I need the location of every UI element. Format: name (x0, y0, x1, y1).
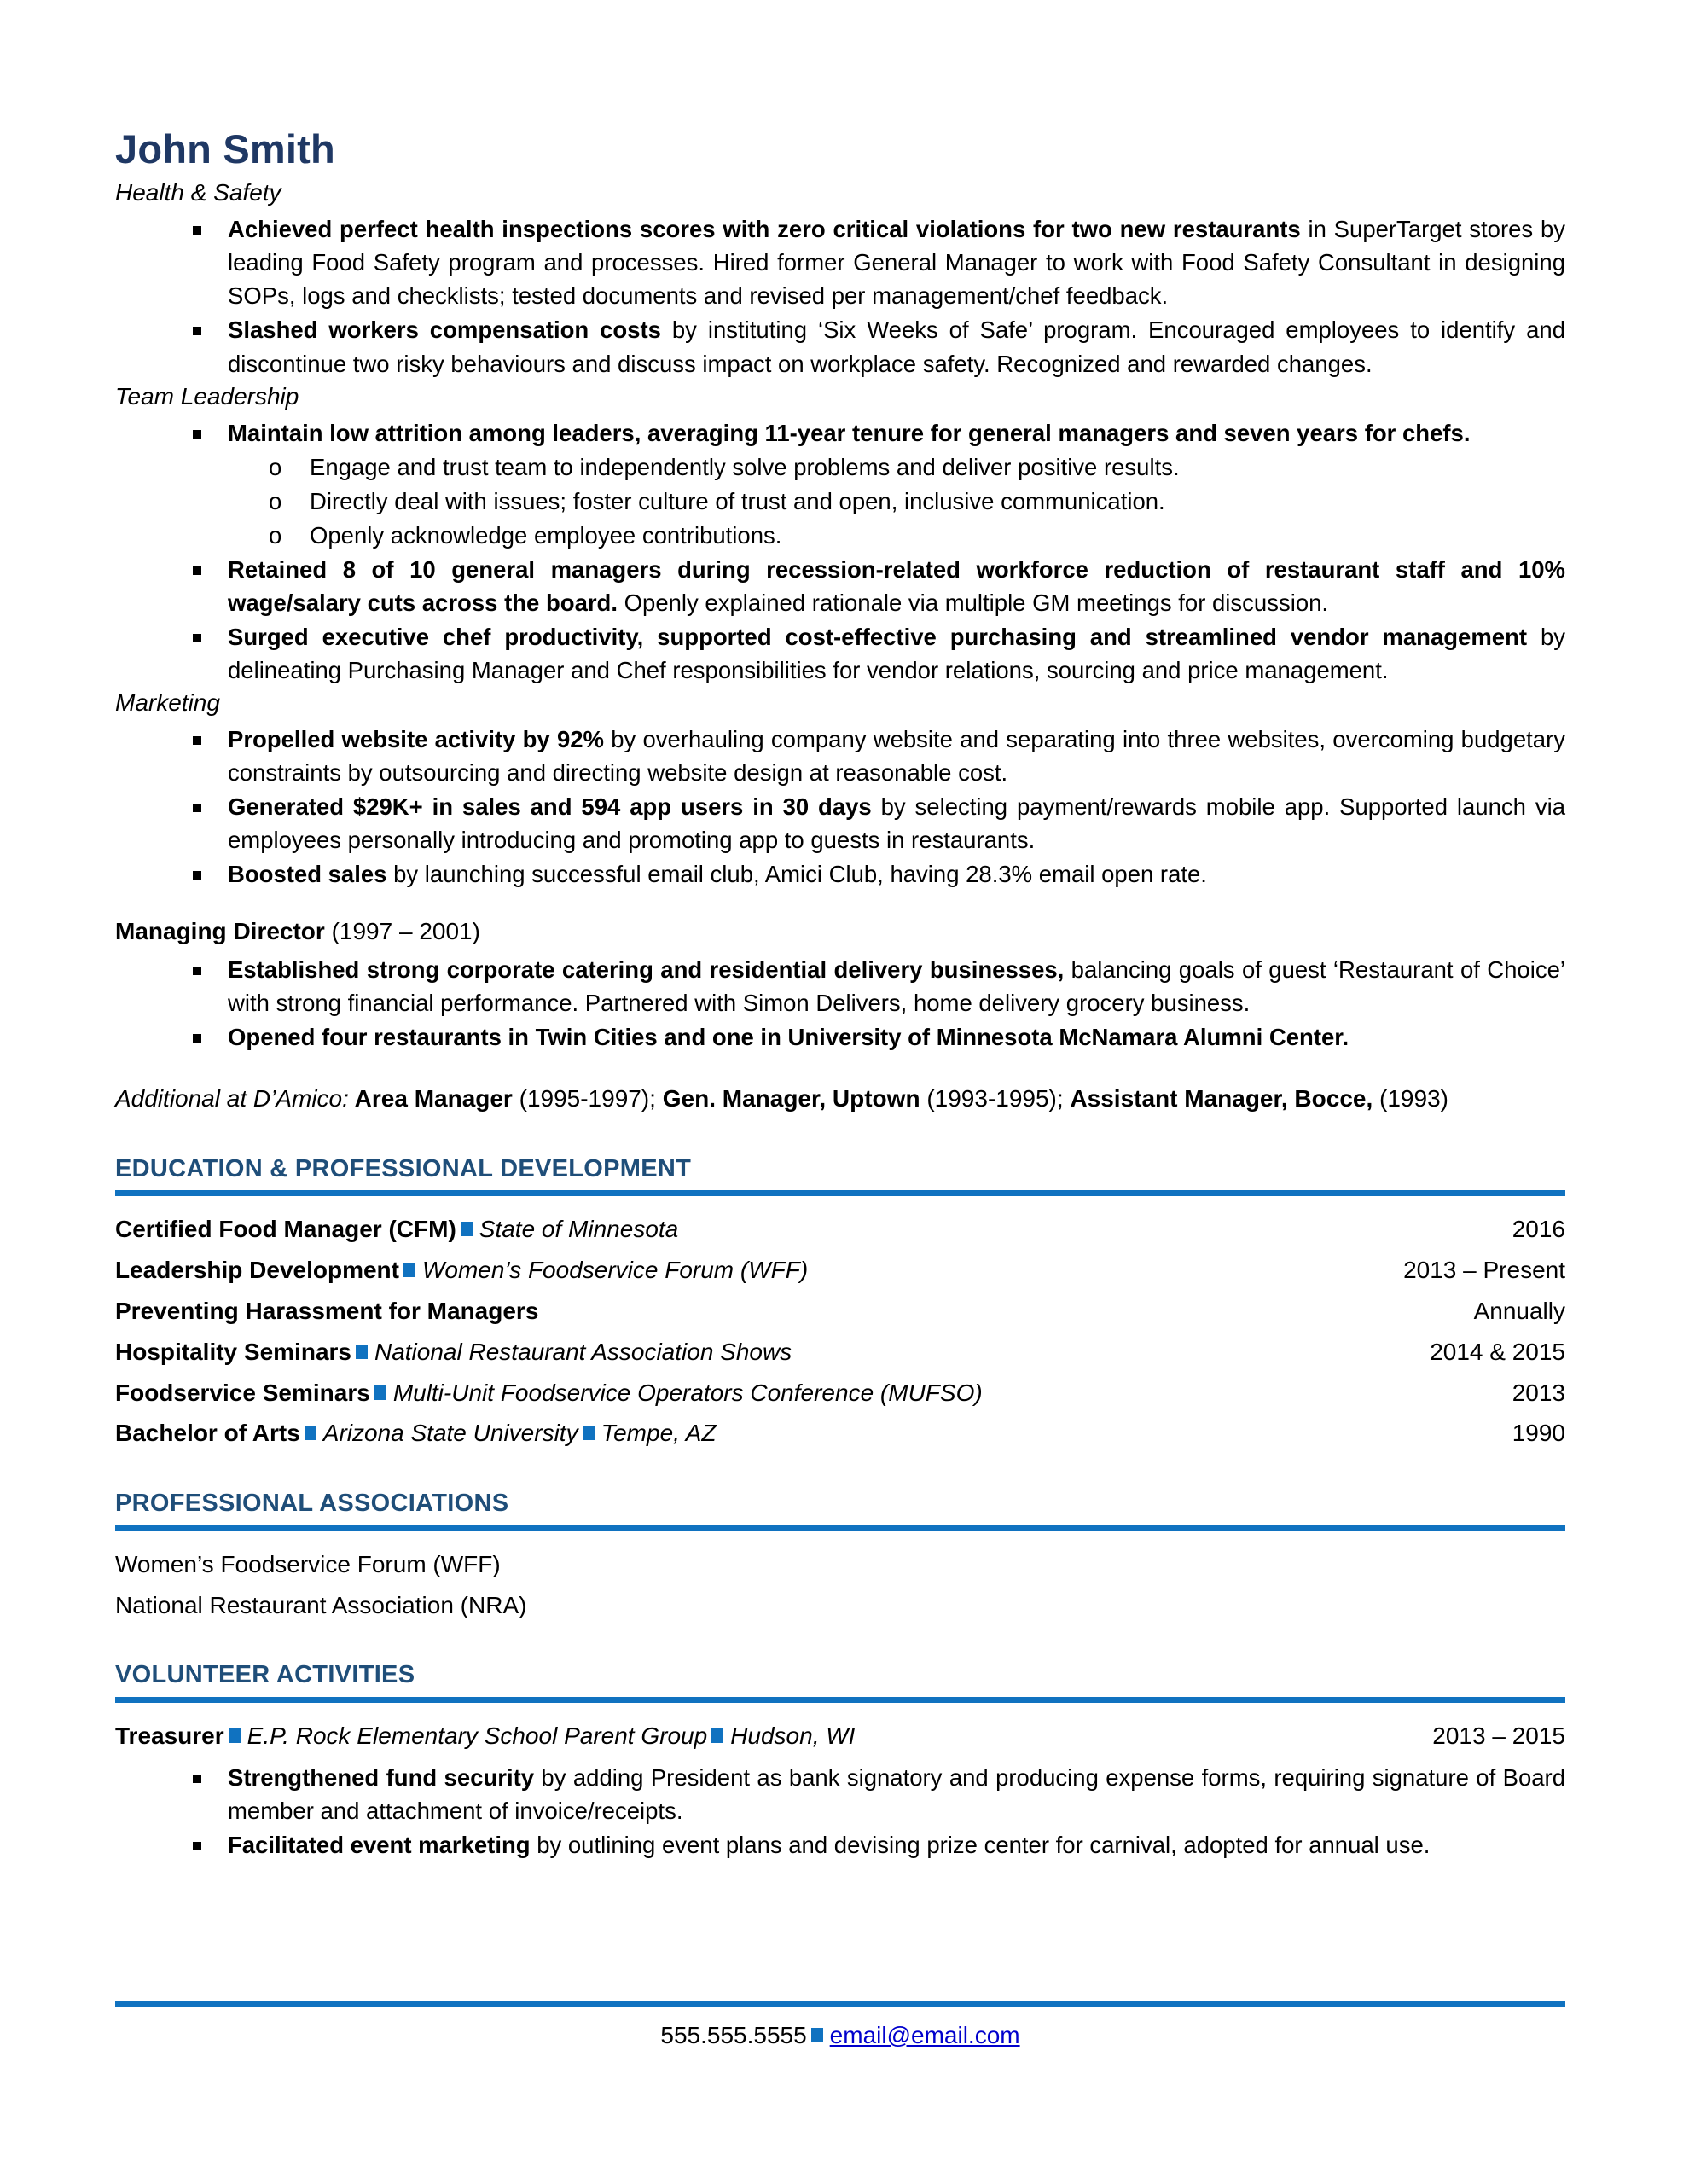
additional-lead-text: Additional at D’Amico: (115, 1084, 349, 1112)
education-title: Foodservice Seminars (115, 1379, 370, 1406)
section-heading-education: EDUCATION & PROFESSIONAL DEVELOPMENT (115, 1154, 692, 1182)
bullet-rest-text: by delineating Purchasing Manager and Chef responsibilities for vendor relations, sourcing and price management. (228, 623, 1565, 683)
education-date: 2016 (1512, 1216, 1565, 1243)
education-row (115, 1295, 1565, 1327)
education-detail-location: Tempe, AZ (601, 1420, 717, 1447)
additional-dates-3: (1993) (1373, 1084, 1448, 1112)
bullet-bold-text: Facilitated event marketing (228, 1832, 531, 1859)
education-date: 2013 – Present (1403, 1257, 1565, 1284)
education-detail: Multi-Unit Foodservice Operators Conference (MUFSO) (392, 1379, 983, 1406)
education-title: Leadership Development (115, 1257, 399, 1284)
list-item (169, 553, 1565, 619)
education-row (115, 1377, 1565, 1409)
bullet-bold-text: Opened four restaurants in Twin Cities and one in University of Minnesota McNamara Alumni Center. (228, 1023, 1349, 1050)
list-item (169, 857, 1565, 891)
footer-divider (115, 2001, 1565, 2007)
education-date: 2013 (1512, 1379, 1565, 1406)
phone-number: 555.555.5555 (660, 2022, 807, 2048)
bullet-rest-text: in SuperTarget stores by leading Food Safety program and processes. Hired former General Manager to work with Food Safety Consultant in designing SOPs, logs and checklists; tested documents and revised per management/chef feedback. (228, 216, 1565, 310)
bullet-bold-text: Slashed workers compensation costs (228, 317, 661, 344)
bullet-rest-text: by outlining event plans and devising prize center for carnival, adopted for annual use. (530, 1832, 1431, 1859)
section-divider (115, 1190, 1565, 1196)
volunteer-org: E.P. Rock Elementary School Parent Group (247, 1722, 708, 1750)
education-row-left (115, 1336, 1430, 1368)
bullet-bold-text: Propelled website activity by 92% (228, 725, 604, 752)
square-separator-icon (461, 1222, 473, 1236)
education-title: Preventing Harassment for Managers (115, 1297, 539, 1324)
education-title: Hospitality Seminars (115, 1338, 351, 1365)
education-detail: National Restaurant Association Shows (374, 1338, 792, 1365)
list-item (169, 723, 1565, 789)
bullet-bold-text: Established strong corporate catering and residential delivery businesses, (228, 956, 1065, 983)
bullet-list-managing-director (115, 953, 1565, 1054)
education-row-left (115, 1417, 1512, 1449)
square-separator-icon (229, 1728, 241, 1743)
list-item (169, 1020, 1565, 1054)
volunteer-row (115, 1720, 1565, 1752)
sub-list-item: o Directly deal with issues; foster culture of trust and open, inclusive communication. (252, 485, 1565, 518)
square-separator-icon (811, 2028, 823, 2042)
association-item: National Restaurant Association (NRA) (115, 1591, 527, 1618)
education-date: 2014 & 2015 (1430, 1338, 1565, 1365)
list-item (169, 1761, 1565, 1827)
education-row-left (115, 1377, 1512, 1409)
association-item: Women’s Foodservice Forum (WFF) (115, 1550, 501, 1577)
education-row (115, 1213, 1565, 1246)
email-link[interactable]: email@email.com (829, 2022, 1020, 2048)
list-item (169, 953, 1565, 1019)
sub-list-item: o Engage and trust team to independently solve problems and deliver positive results. (252, 450, 1565, 484)
list-item (169, 790, 1565, 857)
bullet-bold-text: Surged executive chef productivity, supported cost-effective purchasing and streamlined vendor management (228, 623, 1528, 650)
list-item (169, 620, 1565, 687)
bullet-bold-text: Generated $29K+ in sales and 594 app users in 30 days (228, 793, 872, 821)
sub-list-item: o Openly acknowledge employee contributions. (252, 519, 1565, 552)
volunteer-row-left (115, 1720, 1432, 1752)
additional-roles-line (115, 1083, 1565, 1115)
education-detail: State of Minnesota (479, 1216, 679, 1243)
bullet-rest-text: balancing goals of guest ‘Restaurant of Choice’ with strong financial performance. Partnered with Simon Delivers, home delivery grocery business. (228, 956, 1565, 1016)
bullet-bold-text: Retained 8 of 10 general managers during recession-related workforce reduction of restaurant staff and 10% wage/salary cuts across the board. (228, 555, 1565, 616)
list-item (169, 416, 1565, 450)
education-date: 1990 (1512, 1420, 1565, 1447)
page-title: John Smith (115, 126, 335, 171)
additional-role-3: Assistant Manager, Bocce, (1070, 1084, 1373, 1112)
bullet-rest-text: Openly explained rationale via multiple GM meetings for discussion. (618, 589, 1329, 616)
square-separator-icon (305, 1426, 316, 1440)
contact-line (115, 2020, 1565, 2051)
bullet-bold-text: Strengthened fund security (228, 1764, 535, 1792)
list-item (169, 212, 1565, 312)
education-date: Annually (1473, 1297, 1565, 1324)
bullet-list-volunteer (115, 1761, 1565, 1862)
square-separator-icon (356, 1345, 368, 1359)
volunteer-role: Treasurer (115, 1722, 224, 1750)
bullet-bold-text: Achieved perfect health inspections scores with zero critical violations for two new restaurants (228, 216, 1301, 243)
education-detail: Women’s Foodservice Forum (WFF) (421, 1257, 809, 1284)
section-divider (115, 1697, 1565, 1703)
bullet-list-marketing (115, 723, 1565, 891)
section-label-health-safety: Health & Safety (115, 179, 282, 206)
volunteer-date: 2013 – 2015 (1432, 1722, 1565, 1750)
section-label-marketing: Marketing (115, 688, 220, 716)
square-separator-icon (583, 1426, 595, 1440)
education-row-left (115, 1295, 1474, 1327)
bullet-list-health-safety (115, 212, 1565, 380)
square-separator-icon (711, 1728, 723, 1743)
education-row (115, 1417, 1565, 1449)
section-divider (115, 1525, 1565, 1531)
job-dates: (1997 – 2001) (324, 918, 480, 945)
additional-dates-2: (1993-1995); (920, 1084, 1071, 1112)
education-title: Certified Food Manager (CFM) (115, 1216, 456, 1243)
page-footer (115, 2001, 1565, 2051)
education-row-left (115, 1254, 1403, 1287)
square-separator-icon (403, 1263, 415, 1277)
additional-role-1: Area Manager (348, 1084, 513, 1112)
additional-dates-1: (1995-1997); (512, 1084, 663, 1112)
education-detail: Arizona State University (322, 1420, 578, 1447)
section-heading-volunteer: VOLUNTEER ACTIVITIES (115, 1661, 415, 1689)
education-title: Bachelor of Arts (115, 1420, 300, 1447)
bullet-rest-text: by selecting payment/rewards mobile app. Supported launch via employees personally introducing and promoting app to guests in restaurants. (228, 793, 1565, 854)
job-title-managing-director (115, 916, 1565, 947)
education-row-left (115, 1213, 1512, 1246)
list-item (169, 313, 1565, 380)
bullet-rest-text: by instituting ‘Six Weeks of Safe’ program. Encouraged employees to identify and discontinue two risky behaviours and discuss impact on workplace safety. Recognized and rewarded changes. (228, 317, 1565, 377)
bullet-rest-text: by overhauling company website and separating into three websites, overcoming budgetary constraints by outsourcing and directing website design at reasonable cost. (228, 725, 1565, 786)
bullet-rest-text: by launching successful email club, Amici Club, having 28.3% email open rate. (386, 861, 1207, 888)
education-row (115, 1254, 1565, 1287)
education-row (115, 1336, 1565, 1368)
bullet-list-team-leadership (115, 416, 1565, 687)
volunteer-location: Hudson, WI (730, 1722, 856, 1750)
section-label-team-leadership: Team Leadership (115, 382, 299, 410)
bullet-bold-text: Boosted sales (228, 861, 387, 888)
list-item (169, 1828, 1565, 1862)
square-separator-icon (374, 1385, 386, 1400)
additional-role-2: Gen. Manager, Uptown (662, 1084, 920, 1112)
bullet-bold-text: Maintain low attrition among leaders, averaging 11-year tenure for general managers and seven years for chefs. (228, 419, 1471, 446)
section-heading-associations: PROFESSIONAL ASSOCIATIONS (115, 1490, 509, 1518)
job-role: Managing Director (115, 918, 325, 945)
bullet-rest-text: by adding President as bank signatory and producing expense forms, requiring signature of Board member and attachment of invoice/receipts. (228, 1764, 1565, 1825)
